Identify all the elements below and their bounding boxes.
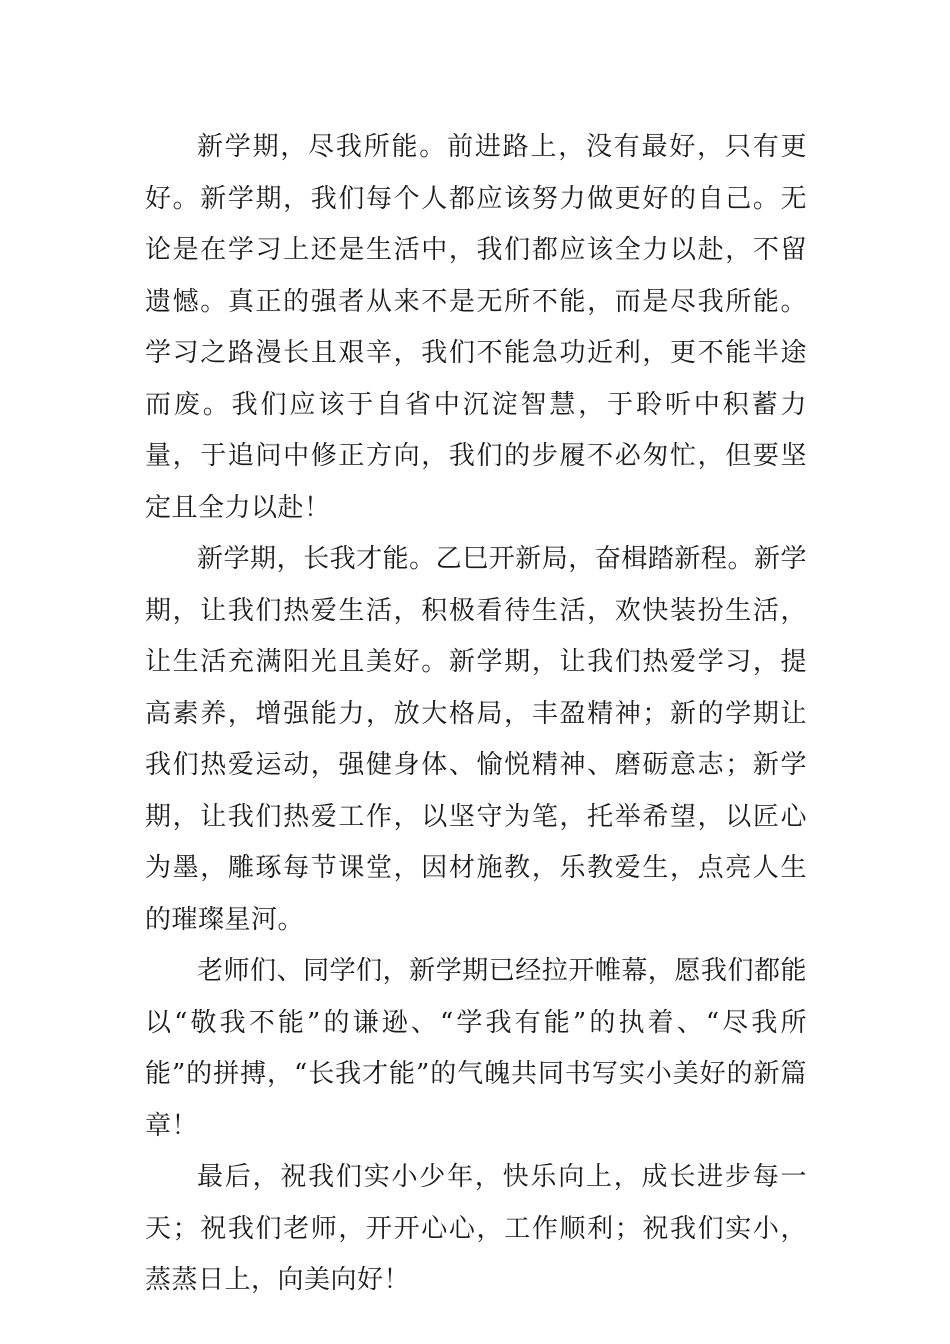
paragraph-2: 新学期，长我才能。乙巳开新局，奋楫踏新程。新学期，让我们热爱生活，积极看待生活，欢快装扮生活，让生活充满阳光且美好。新学期，让我们热爱学习，提高素养，增强能力，放大格局，丰盈精神；新的学期让我们热爱运动，强健身体、愉悦精神、磨砺意志；新学期，让我们热爱工作，以坚守为笔，托举希望，以匠心为墨，雕琢每节课堂，因材施教，乐教爱生，点亮人生的璀璨星河。 — [145, 544, 807, 935]
paragraph-4: 最后，祝我们实小少年，快乐向上，成长进步每一天；祝我们老师，开开心心，工作顺利；祝我们实小，蒸蒸日上，向美向好！ — [145, 1162, 807, 1295]
paragraph-1: 新学期，尽我所能。前进路上，没有最好，只有更好。新学期，我们每个人都应该努力做更好的自己。无论是在学习上还是生活中，我们都应该全力以赴，不留遗憾。真正的强者从来不是无所不能，而是尽我所能。学习之路漫长且艰辛，我们不能急功近利，更不能半途而废。我们应该于自省中沉淀智慧，于聆听中积蓄力量，于追问中修正方向，我们的步履不必匆忙，但要坚定且全力以赴！ — [145, 132, 807, 523]
paragraph-3: 老师们、同学们，新学期已经拉开帷幕，愿我们都能以“敬我不能”的谦逊、“学我有能”的执着、“尽我所能”的拼搏，“长我才能”的气魄共同书写实小美好的新篇章！ — [145, 956, 807, 1141]
document-body — [145, 122, 807, 1307]
